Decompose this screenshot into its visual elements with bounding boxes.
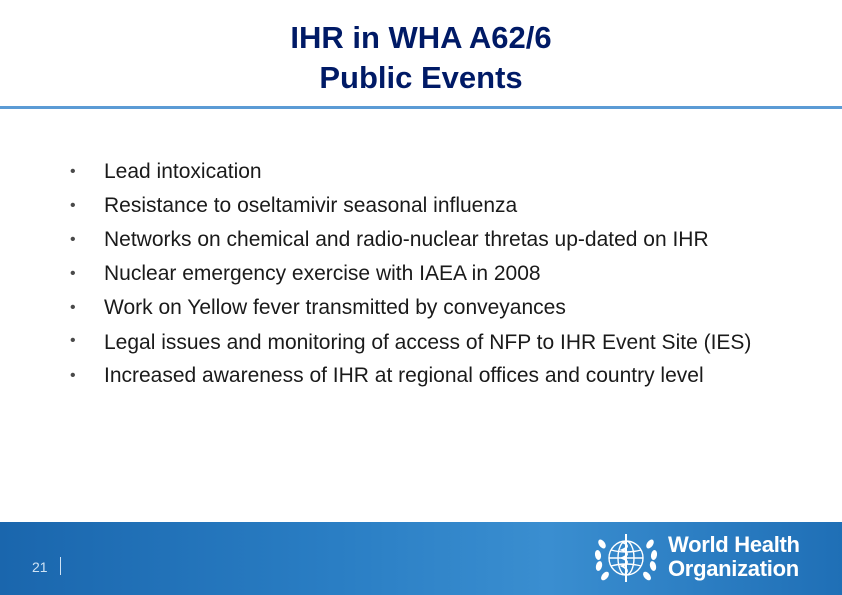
bullet-dot-icon: • <box>70 367 76 384</box>
slide-title-line-2: Public Events <box>319 60 523 95</box>
bullet-item <box>70 189 820 223</box>
bullet-dot-icon: • <box>70 332 76 349</box>
bullet-text: Networks on chemical and radio-nuclear thretas up-dated on IHR <box>104 228 709 251</box>
bullet-dot-icon: • <box>70 231 76 248</box>
bullet-text: Nuclear emergency exercise with IAEA in 2008 <box>104 262 541 285</box>
footer-band <box>0 522 842 595</box>
bullet-item <box>70 223 820 257</box>
who-emblem-icon <box>592 528 660 588</box>
who-logo-line-1: World Health <box>668 532 800 557</box>
bullet-text: Legal issues and monitoring of access of NFP to IHR Event Site (IES) <box>104 331 752 354</box>
bullet-dot-icon: • <box>70 265 76 282</box>
bullet-text: Work on Yellow fever transmitted by conveyances <box>104 296 566 319</box>
bullet-text: Resistance to oseltamivir seasonal influenza <box>104 194 518 217</box>
bullet-text: Lead intoxication <box>104 160 262 183</box>
bullet-dot-icon: • <box>70 197 76 214</box>
slide-title-line-1: IHR in WHA A62/6 <box>290 20 552 55</box>
page-number-separator <box>60 557 61 575</box>
bullet-dot-icon: • <box>70 163 76 180</box>
bullet-item <box>70 359 820 393</box>
who-logo-text <box>668 533 800 581</box>
title-divider <box>0 106 842 109</box>
bullet-item <box>70 155 820 189</box>
bullet-item <box>70 257 820 291</box>
page-number: 21 <box>32 559 48 575</box>
bullet-text: Increased awareness of IHR at regional offices and country level <box>104 364 704 387</box>
bullet-list <box>70 155 820 393</box>
slide-title <box>0 18 842 98</box>
who-logo-line-2: Organization <box>668 556 799 581</box>
bullet-item <box>70 325 820 359</box>
bullet-item <box>70 291 820 325</box>
bullet-dot-icon: • <box>70 299 76 316</box>
